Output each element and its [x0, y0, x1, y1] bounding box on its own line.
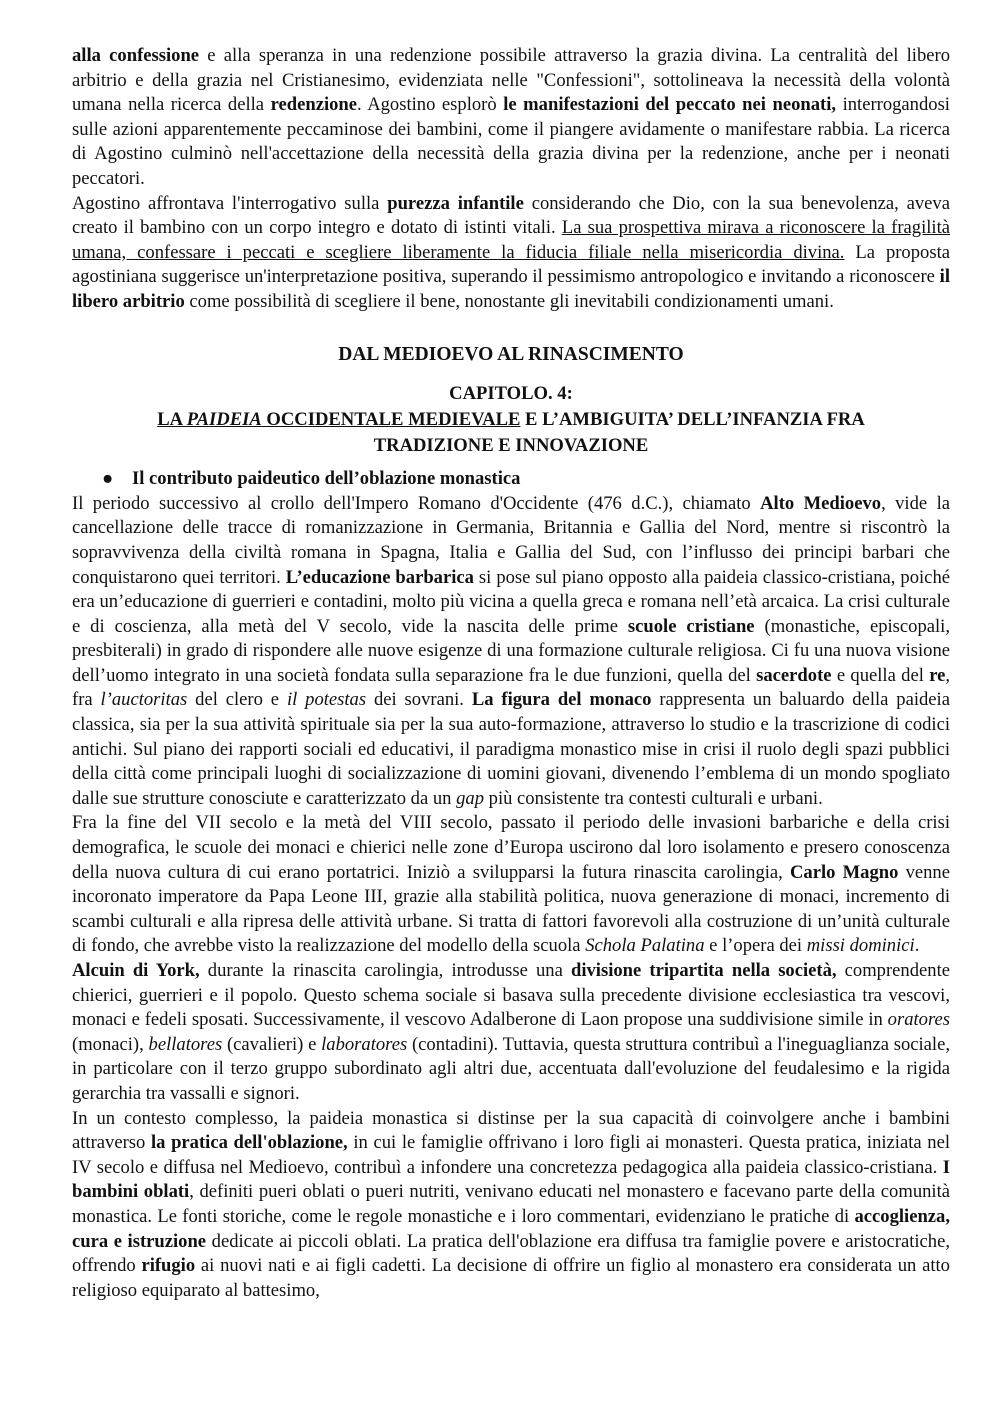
text-run: Schola Palatina — [585, 935, 705, 957]
text-run: ai nuovi nati e ai figli cadetti. La decisione di offrire un figlio al monastero era considerata un atto religioso equiparato al battesimo, — [72, 1255, 950, 1301]
text-run: L’educazione barbarica — [285, 566, 474, 588]
text-run: e l’opera dei — [704, 935, 807, 957]
paragraph — [72, 811, 950, 959]
text-run: sacerdote — [756, 664, 832, 686]
chapter-heading — [72, 381, 950, 459]
paragraph — [72, 492, 950, 812]
text-run: si pose sul piano opposto alla paideia classico-cristiana, poiché era un’educazione di guerrieri e contadini, molto più vicina a quella greca e romana nell’età arcaica. La crisi culturale e di coscienza, alla metà del V secolo, vide la nascita delle prime — [72, 566, 950, 637]
text-run: durante la rinascita carolingia, introdusse una — [199, 960, 571, 981]
text-run: purezza infantile — [387, 192, 524, 214]
text-run: accoglienza, cura e istruzione — [72, 1205, 950, 1252]
text-run: dei sovrani. — [366, 689, 472, 711]
text-run: , vide la cancellazione delle tracce di romanizzazione in Germania, Britannia e Gallia del Nord, mentre si riscontrò la sopravvivenza della civiltà romana in Spagna, Italia e Gallia del Sud, con l’influsso dei principi barbari che conquistarono quei territori. — [72, 492, 950, 588]
text-run: e quella del — [831, 664, 930, 686]
text-run: Il periodo successivo al crollo dell'Impero Romano d'Occidente (476 d.C.), chiamato — [72, 492, 761, 514]
text-run: redenzione — [270, 94, 358, 116]
text-run: OCCIDENTALE MEDIEVALE — [261, 409, 521, 431]
paragraph — [72, 192, 950, 315]
text-run: PAIDEIA — [186, 409, 262, 431]
text-run: La proposta agostiniana suggerisce un'interpretazione positiva, superando il pessimismo antropologico e invitando a riconoscere — [72, 241, 950, 288]
text-run: La figura del monaco — [471, 689, 652, 711]
chapter-title-line — [72, 407, 950, 433]
text-run: alla confessione — [72, 45, 200, 66]
text-run: re — [929, 664, 946, 686]
text-run: Carlo Magno — [790, 861, 899, 883]
paragraph — [72, 959, 950, 1107]
text-run: E L’AMBIGUITA’ DELL’INFANZIA FRA — [520, 409, 865, 431]
text-run: . — [914, 935, 920, 957]
text-run: La sua prospettiva mirava a riconoscere la fragilità umana, confessare i peccati e scegliere liberamente la fiducia filiale nella misericordia divina. — [72, 217, 950, 263]
section-title: DAL MEDIOEVO AL RINASCIMENTO — [338, 343, 684, 365]
text-run: (monaci), — [72, 1033, 149, 1055]
text-run: dedicate ai piccoli oblati. La pratica dell'oblazione era diffusa tra famiglie povere e aristocratiche, offrendo — [72, 1230, 950, 1277]
paragraph — [72, 1107, 950, 1304]
paragraph — [72, 44, 950, 192]
bullet-icon: ● — [102, 468, 114, 490]
text-run: rifugio — [141, 1255, 196, 1277]
text-run: più consistente tra contesti culturali e urbani. — [484, 787, 823, 809]
chapter-title-line: TRADIZIONE E INNOVAZIONE — [373, 435, 649, 457]
text-run: . Agostino esplorò — [357, 94, 504, 116]
text-run: il potestas — [286, 689, 367, 711]
bullet-heading-text: Il contributo paideutico dell’oblazione monastica — [132, 468, 521, 490]
text-run: , definiti pueri oblati o pueri nutriti, venivano educati nel monastero e facevano parte della comunità monastica. Le fonti storiche, come le regole monastiche e i loro commentari, evidenziano le pratiche di — [72, 1181, 950, 1227]
text-run: In un contesto complesso, la paideia monastica si distinse per la sua capacità di coinvolgere anche i bambini attraverso — [72, 1107, 950, 1154]
text-run: Alcuin di York, — [72, 960, 200, 981]
text-run: (contadini). Tuttavia, questa struttura contribuì a l'ineguaglianza sociale, in particolare con il terzo gruppo subordinato agli altri due, accentuata dall'evoluzione del feudalesimo e la rigida gerarchia tra vassalli e signori. — [72, 1033, 950, 1104]
document-page — [72, 44, 950, 1303]
text-run: Alto Medioevo — [760, 492, 882, 514]
text-run: divisione tripartita nella società, — [570, 960, 837, 981]
text-run: venne incoronato imperatore da Papa Leone III, grazie alla stabilità politica, nuova generazione di monaci, incremento di scambi culturali e alla ripresa delle attività urbane. Si tratta di fattori favorevoli alla costruzione di un’unità culturale di fondo, che avrebbe visto la realizzazione del modello della scuola — [72, 861, 950, 957]
text-run: Fra la fine del VII secolo e la metà del VIII secolo, passato il periodo delle invasioni barbariche e della crisi demografica, le scuole dei monaci e chierici nelle zone d’Europa uscirono dal loro isolamento e presero conoscenza della nuova cultura di cui erano portatrici. Iniziò a svilupparsi la futura rinascita carolingia, — [72, 812, 950, 883]
chapter-label: CAPITOLO. 4: — [449, 383, 573, 405]
text-run: , fra — [72, 664, 951, 711]
text-run: oratores — [887, 1009, 950, 1031]
text-run: (monastiche, episcopali, presbiterali) in grado di rispondere alle nuove esigenze di una formazione culturale religiosa. Ci fu una nuova visione dell’uomo integrato in una società fondata sulla separazione fra le due funzioni, quella del — [72, 615, 950, 686]
text-run: le manifestazioni del peccato nei neonati, — [503, 94, 837, 116]
text-run: (cavalieri) e — [222, 1033, 322, 1055]
text-run: e alla speranza in una redenzione possibile attraverso la grazia divina. La centralità del libero arbitrio e della grazia nel Cristianesimo, evidenziata nelle "Confessioni", sottolineava la necessità della volontà umana nella ricerca della — [72, 45, 950, 116]
text-run: considerando che Dio, con la sua benevolenza, aveva creato il bambino con un corpo integro e dotato di istinti vitali. — [72, 192, 950, 239]
text-run: interrogandosi sulle azioni apparentemente peccaminose dei bambini, come il piangere avidamente o manifestare rabbia. La ricerca di Agostino culminò nell'accettazione della necessità della grazia divina per la redenzione, anche per i neonati peccatori. — [72, 94, 950, 189]
text-run: come possibilità di scegliere il bene, nonostante gli inevitabili condizionamenti umani. — [184, 290, 834, 312]
text-run: l’auctoritas — [100, 689, 188, 711]
text-run: il libero arbitrio — [72, 266, 950, 312]
text-run: rappresenta un baluardo della paideia classica, sia per la sua attività spirituale sia per la sua auto-formazione, attraverso lo studio e la trascrizione di codici antichi. Sul piano dei rapporti sociali ed educativi, il paradigma monastico mise in crisi il ruolo degli spazi pubblici della città come principali luoghi di socializzazione di uomini giovani, divenendo l’emblema di un mondo spogliato dalle sue strutture conosciute e caratterizzato da un — [72, 689, 950, 809]
text-run: LA — [157, 409, 187, 431]
text-run: bellatores — [148, 1033, 223, 1055]
text-run: comprendente chierici, guerrieri e il popolo. Questo schema sociale si basava sulla precedente divisione ecclesiastica tra vescovi, monaci e fedeli sposati. Successivamente, il vescovo Adalberone di Laon propose una suddivisione simile in — [72, 960, 950, 1031]
text-run: Agostino affrontava l'interrogativo sulla — [72, 192, 388, 214]
text-run: in cui le famiglie offrivano i loro figli ai monasteri. Questa pratica, iniziata nel IV secolo e diffusa nel Medioevo, contribuì a infondere una concretezza pedagogica alla paideia classico-cristiana. — [72, 1132, 951, 1178]
text-run: scuole cristiane — [627, 615, 755, 637]
text-run: I bambini oblati — [72, 1156, 950, 1203]
text-run: laboratores — [321, 1033, 408, 1055]
text-run: missi dominici — [806, 935, 915, 957]
text-run: gap — [456, 787, 484, 809]
bullet-heading — [102, 467, 950, 492]
text-run: la pratica dell'oblazione, — [150, 1132, 348, 1154]
text-run: del clero e — [187, 689, 287, 711]
